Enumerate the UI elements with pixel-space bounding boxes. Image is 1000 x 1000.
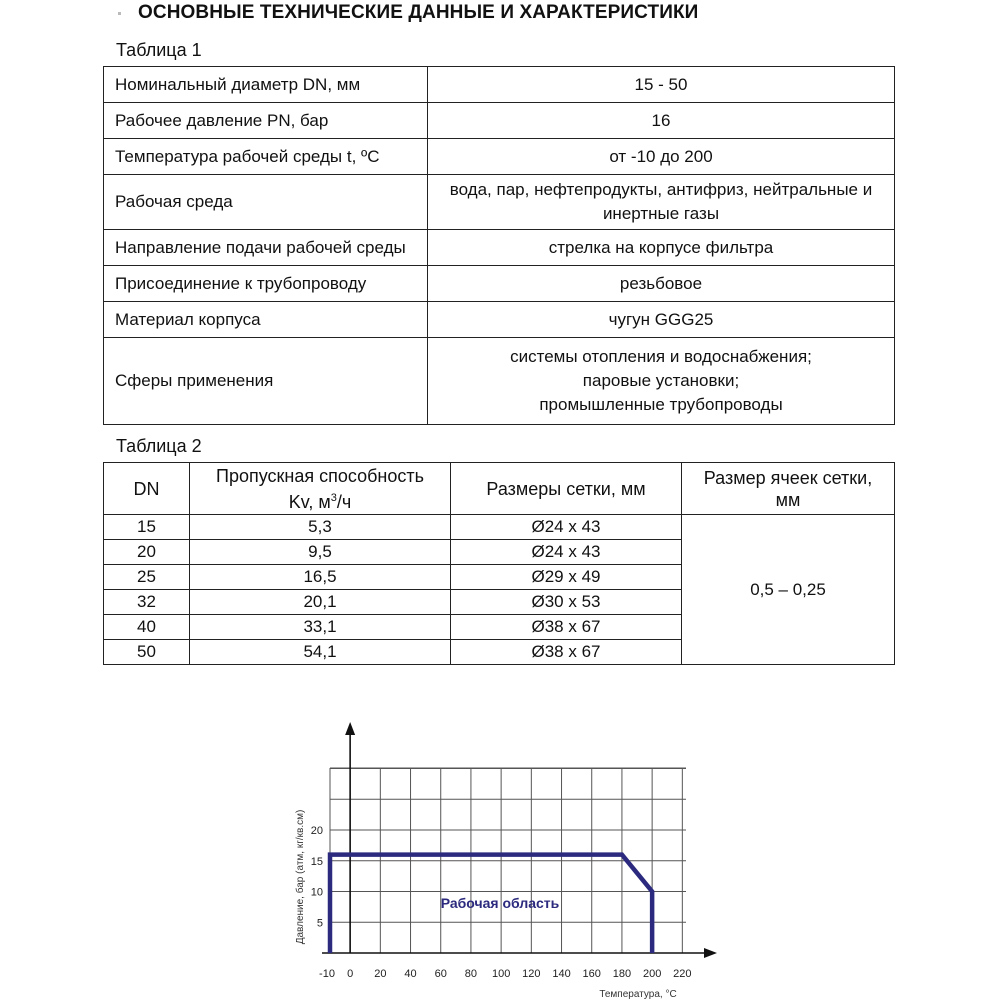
x-tick-label: 140 [552, 968, 571, 980]
x-tick-label: 200 [642, 968, 662, 980]
table2-cell-dn: 25 [104, 565, 190, 590]
x-tick-label: 80 [464, 968, 478, 980]
table1-value-line: инертные газы [602, 204, 720, 223]
table1-key: Температура рабочей среды t, ºС [104, 139, 428, 175]
y-axis-label: Давление, бар (атм, кг/кв.см) [295, 809, 306, 945]
table2-cell-dn: 20 [104, 540, 190, 565]
x-tick-label: 160 [582, 968, 601, 980]
area-label: Рабочая область [440, 895, 560, 912]
table1-value-line: промышленные трубопроводы [539, 395, 783, 414]
y-tick-label: 15 [310, 855, 323, 868]
x-tick-label: 20 [374, 968, 387, 980]
y-tick-label: 20 [310, 825, 323, 837]
table1-value-line: 15 - 50 [634, 74, 688, 94]
chart-grid [330, 768, 686, 953]
y-axis-arrow [345, 722, 355, 735]
table2-cell-mesh: Ø29 х 49 [451, 565, 682, 590]
table2-cell-kv: 20,1 [190, 590, 451, 615]
x-tick-label: 0 [347, 968, 354, 980]
table2-cell-mesh: Ø24 х 43 [451, 515, 682, 540]
table2-cell-mesh: Ø38 х 67 [451, 640, 682, 665]
table1-key: Материал корпуса [104, 302, 428, 338]
table1-value-line: стрелка на корпусе фильтра [548, 237, 774, 257]
header-kv-line2-pre: Kv, м [288, 491, 331, 512]
table1-key: Рабочая среда [104, 175, 428, 230]
table2-cell-mesh: Ø38 х 67 [451, 615, 682, 640]
table1-key: Сферы применения [104, 338, 428, 425]
y-tick-label: 5 [316, 917, 323, 930]
table1-key: Присоединение к трубопроводу [104, 266, 428, 302]
table2-cell-kv: 16,5 [190, 565, 451, 590]
x-tick-label: 60 [434, 968, 447, 980]
table2-cell-mesh: Ø30 х 53 [451, 590, 682, 615]
table2-cell-dn: 40 [104, 615, 190, 640]
x-tick-label: 40 [404, 968, 417, 980]
table1-value-line: резьбовое [619, 273, 703, 293]
table1-value-line: системы отопления и водоснабжения; [510, 347, 812, 366]
y-tick-label: 10 [310, 886, 323, 899]
table2-cell-kv: 33,1 [190, 615, 451, 640]
header-kv-line1: Пропускная способность [216, 465, 424, 486]
table2-cell-dn: 15 [104, 515, 190, 540]
header-mesh: Размеры сетки, мм [451, 463, 682, 515]
x-tick-label: 180 [612, 968, 632, 980]
table1-value-line: от -10 до 200 [609, 146, 713, 166]
page-title: ОСНОВНЫЕ ТЕХНИЧЕСКИЕ ДАННЫЕ И ХАРАКТЕРИСТИКИ [138, 2, 699, 23]
table1-value-line: 16 [651, 110, 671, 130]
x-axis-arrow [704, 948, 717, 958]
table1-caption: Таблица 1 [116, 40, 202, 60]
table2-caption: Таблица 2 [116, 436, 202, 456]
table1-key: Направление подачи рабочей среды [104, 230, 428, 266]
table1-key: Номинальный диаметр DN, мм [104, 67, 428, 103]
x-tick-label: 120 [522, 968, 541, 980]
header-dn: DN [104, 463, 190, 515]
table2-cell-kv: 54,1 [190, 640, 451, 665]
header-cell: Размер ячеек сетки, мм [682, 463, 895, 515]
x-axis-label: Температура, °С [599, 989, 677, 1000]
header-kv-line2-post: /ч [336, 491, 352, 512]
table2-cell-kv: 9,5 [190, 540, 451, 565]
x-tick-label: -10 [319, 968, 335, 980]
table1-value-line: чугун GGG25 [608, 309, 714, 329]
table2-cell-mesh: Ø24 х 43 [451, 540, 682, 565]
table2-cell-dn: 50 [104, 640, 190, 665]
table1-key: Рабочее давление PN, бар [104, 103, 428, 139]
table2-cell-size: 0,5 – 0,25 [682, 515, 895, 665]
header-kv-sup: 3 [330, 491, 337, 504]
x-tick-label: 220 [673, 968, 692, 980]
table1-value-line: вода, пар, нефтепродукты, антифриз, нейтральные и [449, 180, 873, 199]
table1-value-line: паровые установки; [582, 371, 740, 390]
table2-cell-kv: 5,3 [190, 515, 451, 540]
x-tick-label: 100 [491, 968, 511, 980]
table2-cell-dn: 32 [104, 590, 190, 615]
